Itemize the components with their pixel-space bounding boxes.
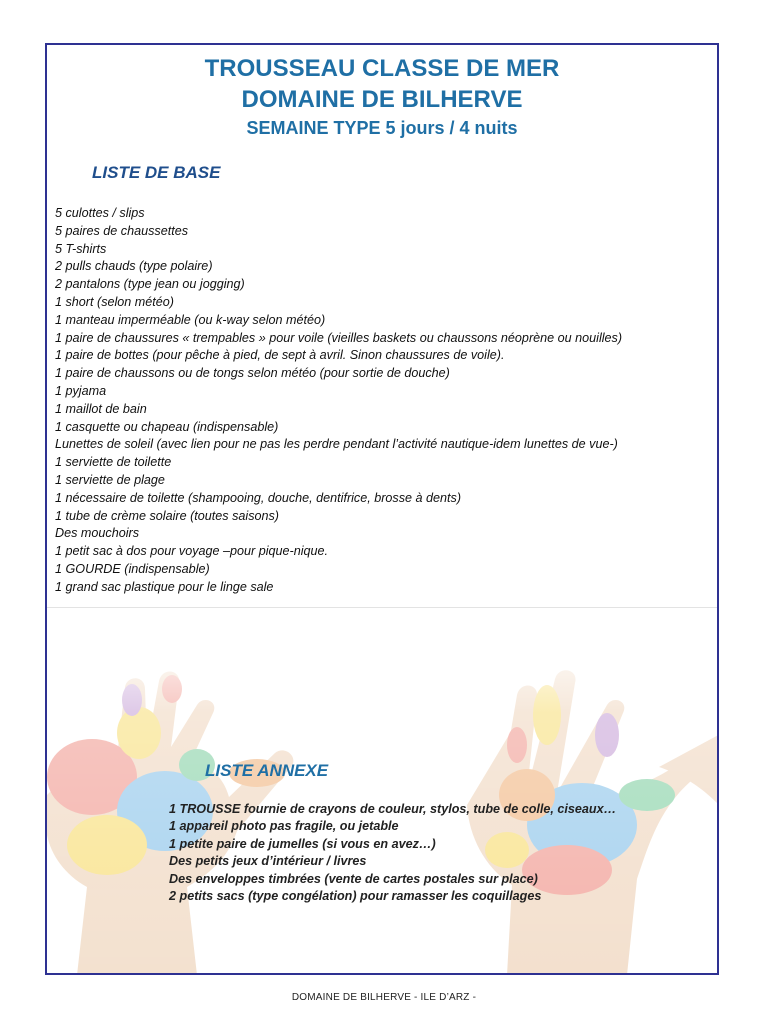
list-item: 2 petits sacs (type congélation) pour ramasser les coquillages	[169, 889, 542, 904]
list-item: 1 casquette ou chapeau (indispensable)	[55, 419, 279, 434]
list-item: 1 paire de bottes (pour pêche à pied, de sept à avril. Sinon chaussures de voile).	[55, 348, 505, 363]
list-item: 1 GOURDE (indispensable)	[55, 561, 210, 576]
list-item: 1 short (selon météo)	[55, 294, 174, 309]
document-title-location: DOMAINE DE BILHERVE	[241, 86, 523, 113]
list-item: 1 grand sac plastique pour le linge sale	[55, 579, 274, 594]
painted-hands-image	[47, 625, 717, 975]
list-item: 1 manteau imperméable (ou k-way selon météo)	[55, 312, 326, 327]
list-item: Des petits jeux d’intérieur / livres	[169, 854, 367, 869]
list-item: 1 petite paire de jumelles (si vous en avez…)	[169, 836, 436, 851]
list-item: Lunettes de soleil (avec lien pour ne pas les perdre pendant l’activité nautique-idem lunettes de vue-)	[55, 437, 618, 452]
list-item: 1 paire de chaussons ou de tongs selon météo (pour sortie de douche)	[55, 366, 450, 381]
list-item: 5 paires de chaussettes	[55, 223, 189, 238]
list-item: 1 TROUSSE fournie de crayons de couleur, stylos, tube de colle, ciseaux…	[169, 802, 617, 816]
base-list	[55, 205, 715, 597]
document-title: TROUSSEAU CLASSE DE MER	[204, 55, 560, 82]
list-item: 1 tube de crème solaire (toutes saisons)	[55, 508, 280, 523]
title-block	[47, 53, 717, 141]
annex-list	[169, 801, 616, 905]
list-item: 1 appareil photo pas fragile, ou jetable	[169, 819, 399, 834]
annex-list-heading: LISTE ANNEXE	[205, 761, 329, 780]
list-item: 2 pantalons (type jean ou jogging)	[55, 277, 245, 292]
base-list-heading: LISTE DE BASE	[92, 163, 221, 182]
list-item: 1 serviette de plage	[55, 472, 165, 487]
document-subtitle: SEMAINE TYPE 5 jours / 4 nuits	[246, 118, 518, 138]
list-item: Des mouchoirs	[55, 526, 139, 541]
list-item: Des enveloppes timbrées (vente de cartes postales sur place)	[169, 871, 538, 886]
list-item: 2 pulls chauds (type polaire)	[55, 259, 213, 274]
list-item: 1 petit sac à dos pour voyage –pour pique-nique.	[55, 544, 329, 559]
list-item: 1 serviette de toilette	[55, 455, 172, 470]
page-frame	[45, 43, 719, 975]
list-item: 5 culottes / slips	[55, 206, 145, 220]
section-divider	[47, 607, 717, 608]
list-item: 1 paire de chaussures « trempables » pour voile (vieilles baskets ou chaussons néoprène ou nouilles)	[55, 330, 623, 345]
list-item: 1 pyjama	[55, 383, 107, 398]
list-item: 5 T-shirts	[55, 241, 107, 256]
list-item: 1 nécessaire de toilette (shampooing, douche, dentifrice, brosse à dents)	[55, 490, 462, 505]
list-item: 1 maillot de bain	[55, 401, 147, 416]
page-footer: DOMAINE DE BILHERVE - ILE D’ARZ -	[291, 992, 477, 1003]
